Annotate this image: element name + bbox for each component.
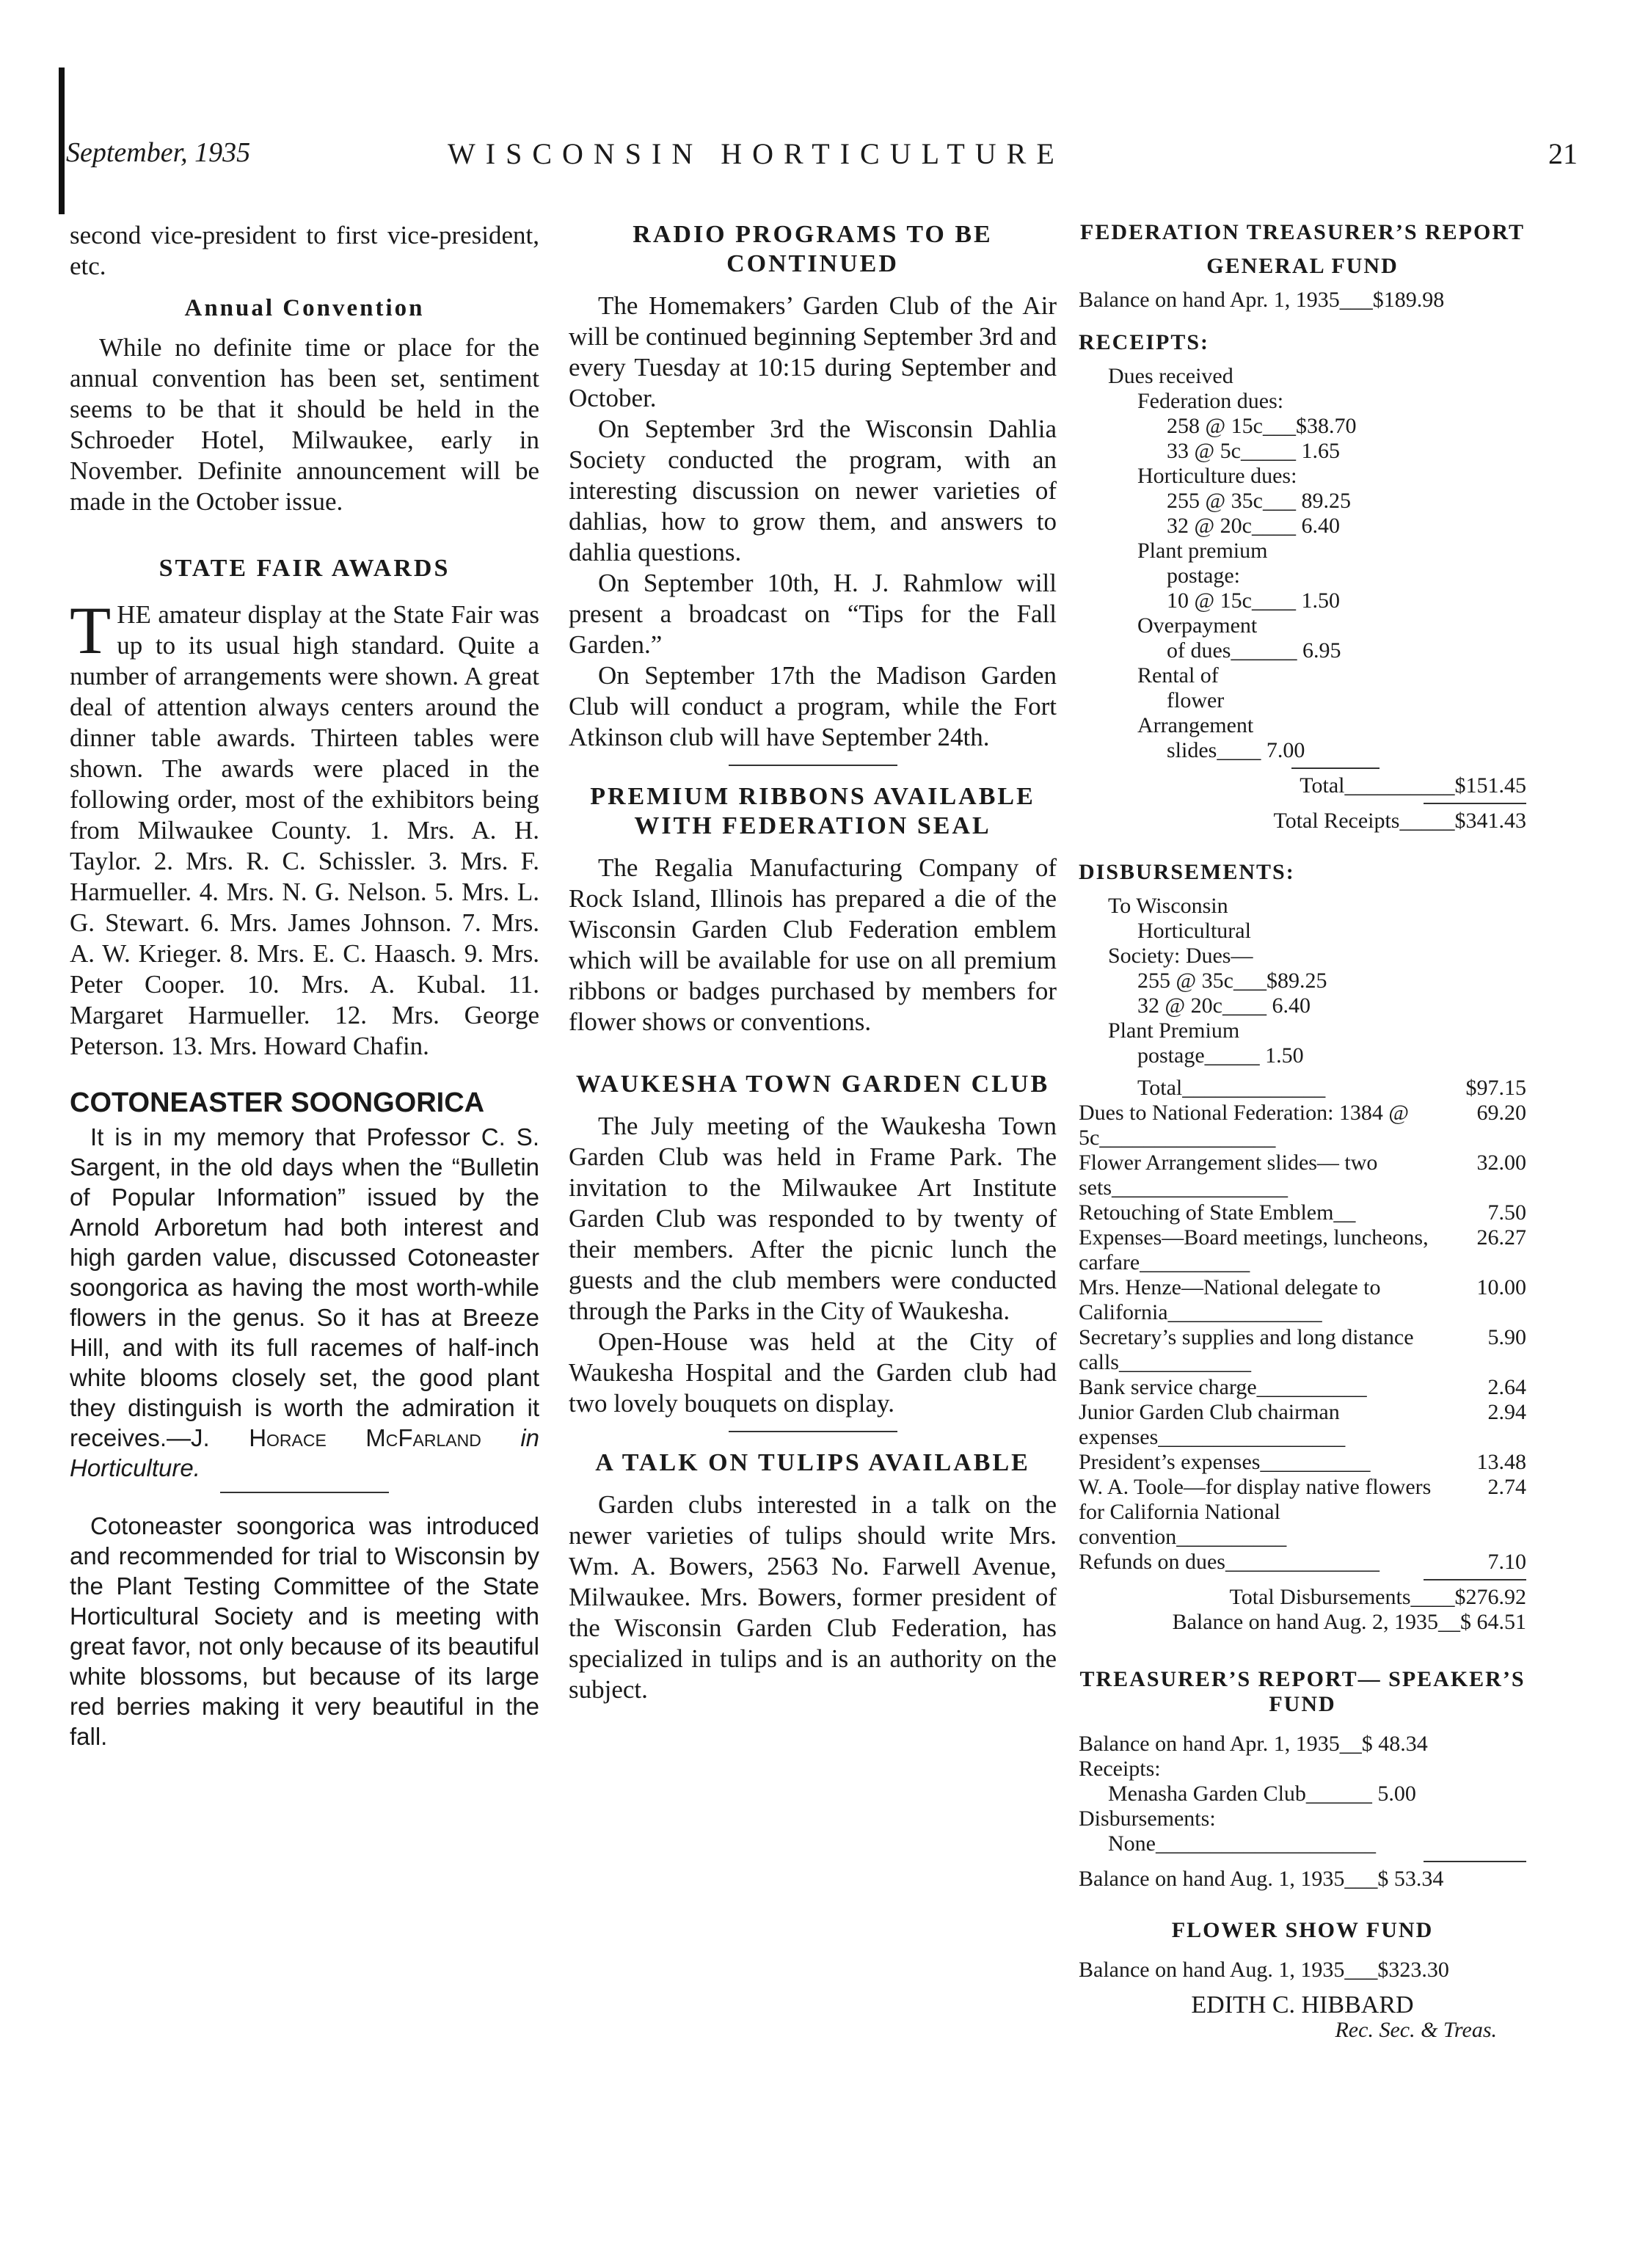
column-middle	[569, 220, 1057, 1705]
intro-text: second vice-president to first vice-president, etc.	[70, 221, 539, 280]
receipts-heading: RECEIPTS:	[1079, 330, 1210, 354]
disb-label: Bank service charge__________	[1079, 1375, 1367, 1399]
total-receipts: Total Receipts_____$341.43	[1273, 809, 1526, 833]
ribbons-text: The Regalia Manufacturing Company of Rock Island, Illinois has prepared a die of the Wisconsin Garden Club Federation emblem which will be available for use on all premium ribbons or badges purchased by members for flower shows or conventions.	[569, 853, 1057, 1036]
disb-amount: 10.00	[1476, 1275, 1526, 1299]
disb-label: Flower Arrangement slides— two sets________________	[1079, 1151, 1378, 1200]
sp-balance-apr: Balance on hand Apr. 1, 1935__$ 48.34	[1079, 1732, 1428, 1756]
society-dues: Society: Dues—	[1108, 944, 1253, 968]
radio-p4: On September 17th the Madison Garden Club will conduct a program, while the Fort Atkinson club will have September 24th.	[569, 661, 1057, 751]
tulips-text: Garden clubs interested in a talk on the newer varieties of tulips should write Mrs. Wm. A. Bowers, 2563 No. Farwell Avenue, Milwaukee. Mrs. Bowers, former president of the Wisconsin Garden Club Federation, has specialized in tulips and is an authority on the subject.	[569, 1490, 1057, 1704]
sp-none: None____________________	[1108, 1831, 1376, 1856]
drop-cap: T	[70, 593, 112, 668]
radio-p2: On September 3rd the Wisconsin Dahlia Society conducted the program, with an interesting discussion on newer varieties of dahlias, how to grow them, and answers to dahlia questions.	[569, 415, 1057, 566]
dues-received: Dues received	[1108, 364, 1233, 388]
page-header	[66, 136, 1578, 181]
disb-label: Total_____________	[1137, 1076, 1326, 1100]
magazine-title: WISCONSIN HORTICULTURE	[448, 137, 1065, 170]
flower: flower	[1167, 688, 1225, 712]
column-left	[70, 220, 539, 1751]
awards-body: HE amateur display at the State Fair was up to its usual high standard. Quite a number of arrangements were shown. A great deal of attention always centers around the dinner table awards. Thirteen tables were shown. The awards were placed in the following order, most of the exhibitors being from Milwaukee County. 1. Mrs. A. H. Taylor. 2. Mrs. R. C. Schissler. 3. Mrs. F. Harmueller. 4. Mrs. N. G. Nelson. 5. Mrs. L. G. Stewart. 6. Mrs. James Johnson. 7. Mrs. A. W. Krieger. 8. Mrs. E. C. Haasch. 9. Mrs. Peter Cooper. 10. Mrs. A. Kubal. 11. Margaret Harmueller. 12. Mrs. George Peterson. 13. Mrs. Howard Chafin.	[70, 600, 539, 1060]
hort-dues: Horticulture dues:	[1137, 464, 1297, 488]
sp-balance-aug: Balance on hand Aug. 1, 1935___$ 53.34	[1079, 1867, 1444, 1891]
receipts-total: Total__________$151.45	[1300, 773, 1526, 798]
signer-title: Rec. Sec. & Treas.	[1335, 2018, 1497, 2042]
disb-amount: 26.27	[1476, 1225, 1526, 1250]
arrangement: Arrangement	[1137, 713, 1254, 737]
fed-dues-line: 33 @ 5c_____ 1.65	[1167, 439, 1340, 463]
plant-premium: Plant premium	[1137, 539, 1268, 563]
rental-of: Rental of	[1137, 663, 1219, 688]
waukesha-heading: WAUKESHA TOWN GARDEN CLUB	[575, 1071, 1050, 1098]
disb-amount: 7.50	[1487, 1200, 1526, 1225]
to-wisconsin: To Wisconsin	[1108, 894, 1228, 918]
disb-label: Mrs. Henze—National delegate to California______________	[1079, 1275, 1381, 1324]
federation-dues: Federation dues:	[1137, 389, 1284, 413]
disb-amount: $97.15	[1465, 1076, 1526, 1100]
waukesha-p1: The July meeting of the Waukesha Town Garden Club was held in Frame Park. The invitation to the Milwaukee Art Institute Garden Club was responded to by twenty of their members. After the picnic lunch the guests and the club members were conducted through the Parks in the City of Waukesha.	[569, 1112, 1057, 1325]
disb-label: Secretary’s supplies and long distance calls____________	[1079, 1325, 1414, 1374]
sp-disbursements: Disbursements:	[1079, 1806, 1216, 1831]
sp-menasha: Menasha Garden Club______ 5.00	[1108, 1782, 1416, 1806]
convention-heading: Annual Convention	[184, 295, 425, 321]
page-number: 21	[1548, 137, 1578, 170]
hort-dues-line: 255 @ 35c___ 89.25	[1167, 489, 1351, 513]
disb-label: President’s expenses__________	[1079, 1450, 1371, 1474]
total-disbursements: Total Disbursements____$276.92	[1229, 1585, 1526, 1609]
disb-label: W. A. Toole—for display native flowers for California National convention__________	[1079, 1475, 1432, 1549]
horticultural: Horticultural	[1137, 919, 1251, 943]
radio-p1: The Homemakers’ Garden Club of the Air will be continued beginning September 3rd and every Tuesday at 10:15 during September and October.	[569, 291, 1057, 412]
sp-receipts: Receipts:	[1079, 1757, 1161, 1781]
radio-p3: On September 10th, H. J. Rahmlow will present a broadcast on “Tips for the Fall Garden.”	[569, 569, 1057, 659]
disb-amount: 2.94	[1487, 1400, 1526, 1424]
signer-name: EDITH C. HIBBARD	[1191, 1991, 1414, 2019]
plant-premium-2: Plant Premium	[1108, 1018, 1240, 1043]
disb-label: Refunds on dues______________	[1079, 1550, 1380, 1574]
disb-amount: 5.90	[1487, 1325, 1526, 1349]
sp-rule	[1424, 1861, 1526, 1862]
disb-amount: 7.10	[1487, 1550, 1526, 1574]
radio-heading: RADIO PROGRAMS TO BE CONTINUED	[633, 221, 993, 277]
page-edge-bar	[59, 68, 65, 214]
balance-apr: Balance on hand Apr. 1, 1935___$189.98	[1079, 288, 1445, 312]
fed-dues-line: 258 @ 15c___$38.70	[1167, 414, 1357, 438]
disb-amount: 13.48	[1476, 1450, 1526, 1474]
subtotal-rule	[1291, 767, 1380, 769]
general-fund-heading: GENERAL FUND	[1206, 254, 1399, 278]
disbursements-heading: DISBURSEMENTS:	[1079, 860, 1295, 884]
issue-date: September, 1935	[66, 137, 251, 168]
flower-fund-heading: FLOWER SHOW FUND	[1171, 1918, 1434, 1942]
cotoneaster-heading: COTONEASTER SOONGORICA	[70, 1087, 485, 1118]
speaker-fund-heading: TREASURER’S REPORT— SPEAKER’S FUND	[1079, 1667, 1526, 1716]
cotoneaster-text	[70, 1122, 539, 1483]
tulips-heading: A TALK ON TULIPS AVAILABLE	[595, 1449, 1030, 1476]
cotoneaster-followup: Cotoneaster soongorica was introduced and recommended for trial to Wisconsin by the Plant Testing Committee of the State Horticultural Society and is meeting with great favor, not only because of its beautiful white blossoms, but because of its large red berries making it very beautiful in the fall.	[70, 1512, 539, 1750]
convention-text: While no definite time or place for the annual convention has been set, sentiment seems to be that it should be held in the Schroeder Hotel, Milwaukee, early in November. Definite announcement will be made in the October issue.	[70, 333, 539, 516]
cotoneaster-author: Horace McFarland	[249, 1424, 481, 1451]
awards-heading: STATE FAIR AWARDS	[158, 555, 451, 582]
disb-amount: 69.20	[1476, 1101, 1526, 1125]
postage-line-2: postage_____ 1.50	[1137, 1043, 1304, 1068]
disb-label: Retouching of State Emblem__	[1079, 1200, 1356, 1225]
ribbons-heading: PREMIUM RIBBONS AVAILABLE WITH FEDERATION SEAL	[590, 783, 1035, 839]
slides-line: slides____ 7.00	[1167, 738, 1305, 762]
awards-text	[70, 593, 539, 1062]
hort-dues-line: 32 @ 20c____ 6.40	[1167, 514, 1340, 538]
total-rule	[1424, 803, 1526, 804]
society-dues-line: 32 @ 20c____ 6.40	[1137, 993, 1311, 1018]
disb-label: Dues to National Federation: 1384 @ 5c________________	[1079, 1101, 1410, 1150]
report-heading: FEDERATION TREASURER’S REPORT	[1080, 220, 1525, 244]
cotoneaster-source: in Horticulture.	[70, 1424, 539, 1481]
disb-amount: 2.74	[1487, 1475, 1526, 1499]
waukesha-p2: Open-House was held at the City of Waukesha Hospital and the Garden club had two lovely bouquets on display.	[569, 1327, 1057, 1418]
disb-total-rule	[1424, 1579, 1526, 1580]
overpayment: Overpayment	[1137, 613, 1258, 638]
balance-aug: Balance on hand Aug. 2, 1935__$ 64.51	[1172, 1610, 1526, 1634]
society-dues-line: 255 @ 35c___$89.25	[1137, 969, 1327, 993]
postage: postage:	[1167, 564, 1240, 588]
disb-amount: 32.00	[1476, 1151, 1526, 1175]
postage-line: 10 @ 15c____ 1.50	[1167, 588, 1340, 613]
column-right	[1079, 220, 1526, 2043]
disb-label: Junior Garden Club chairman expenses_________________	[1079, 1400, 1346, 1449]
cotoneaster-body: It is in my memory that Professor C. S. Sargent, in the old days when the “Bulletin of Popular Information” issued by the Arnold Arboretum had both interest and high garden value, discussed Cotoneaster soongorica as having the most worth-while flowers in the genus. So it has at Breeze Hill, and with its full racemes of half-inch white blooms closely set, the good plant they distinguish is worth the admiration it receives.—J.	[70, 1123, 539, 1451]
disb-label: Expenses—Board meetings, luncheons, carfare__________	[1079, 1225, 1429, 1275]
disb-amount: 2.64	[1487, 1375, 1526, 1399]
overpayment-line: of dues______ 6.95	[1167, 638, 1341, 663]
ff-balance: Balance on hand Aug. 1, 1935___$323.30	[1079, 1958, 1449, 1982]
